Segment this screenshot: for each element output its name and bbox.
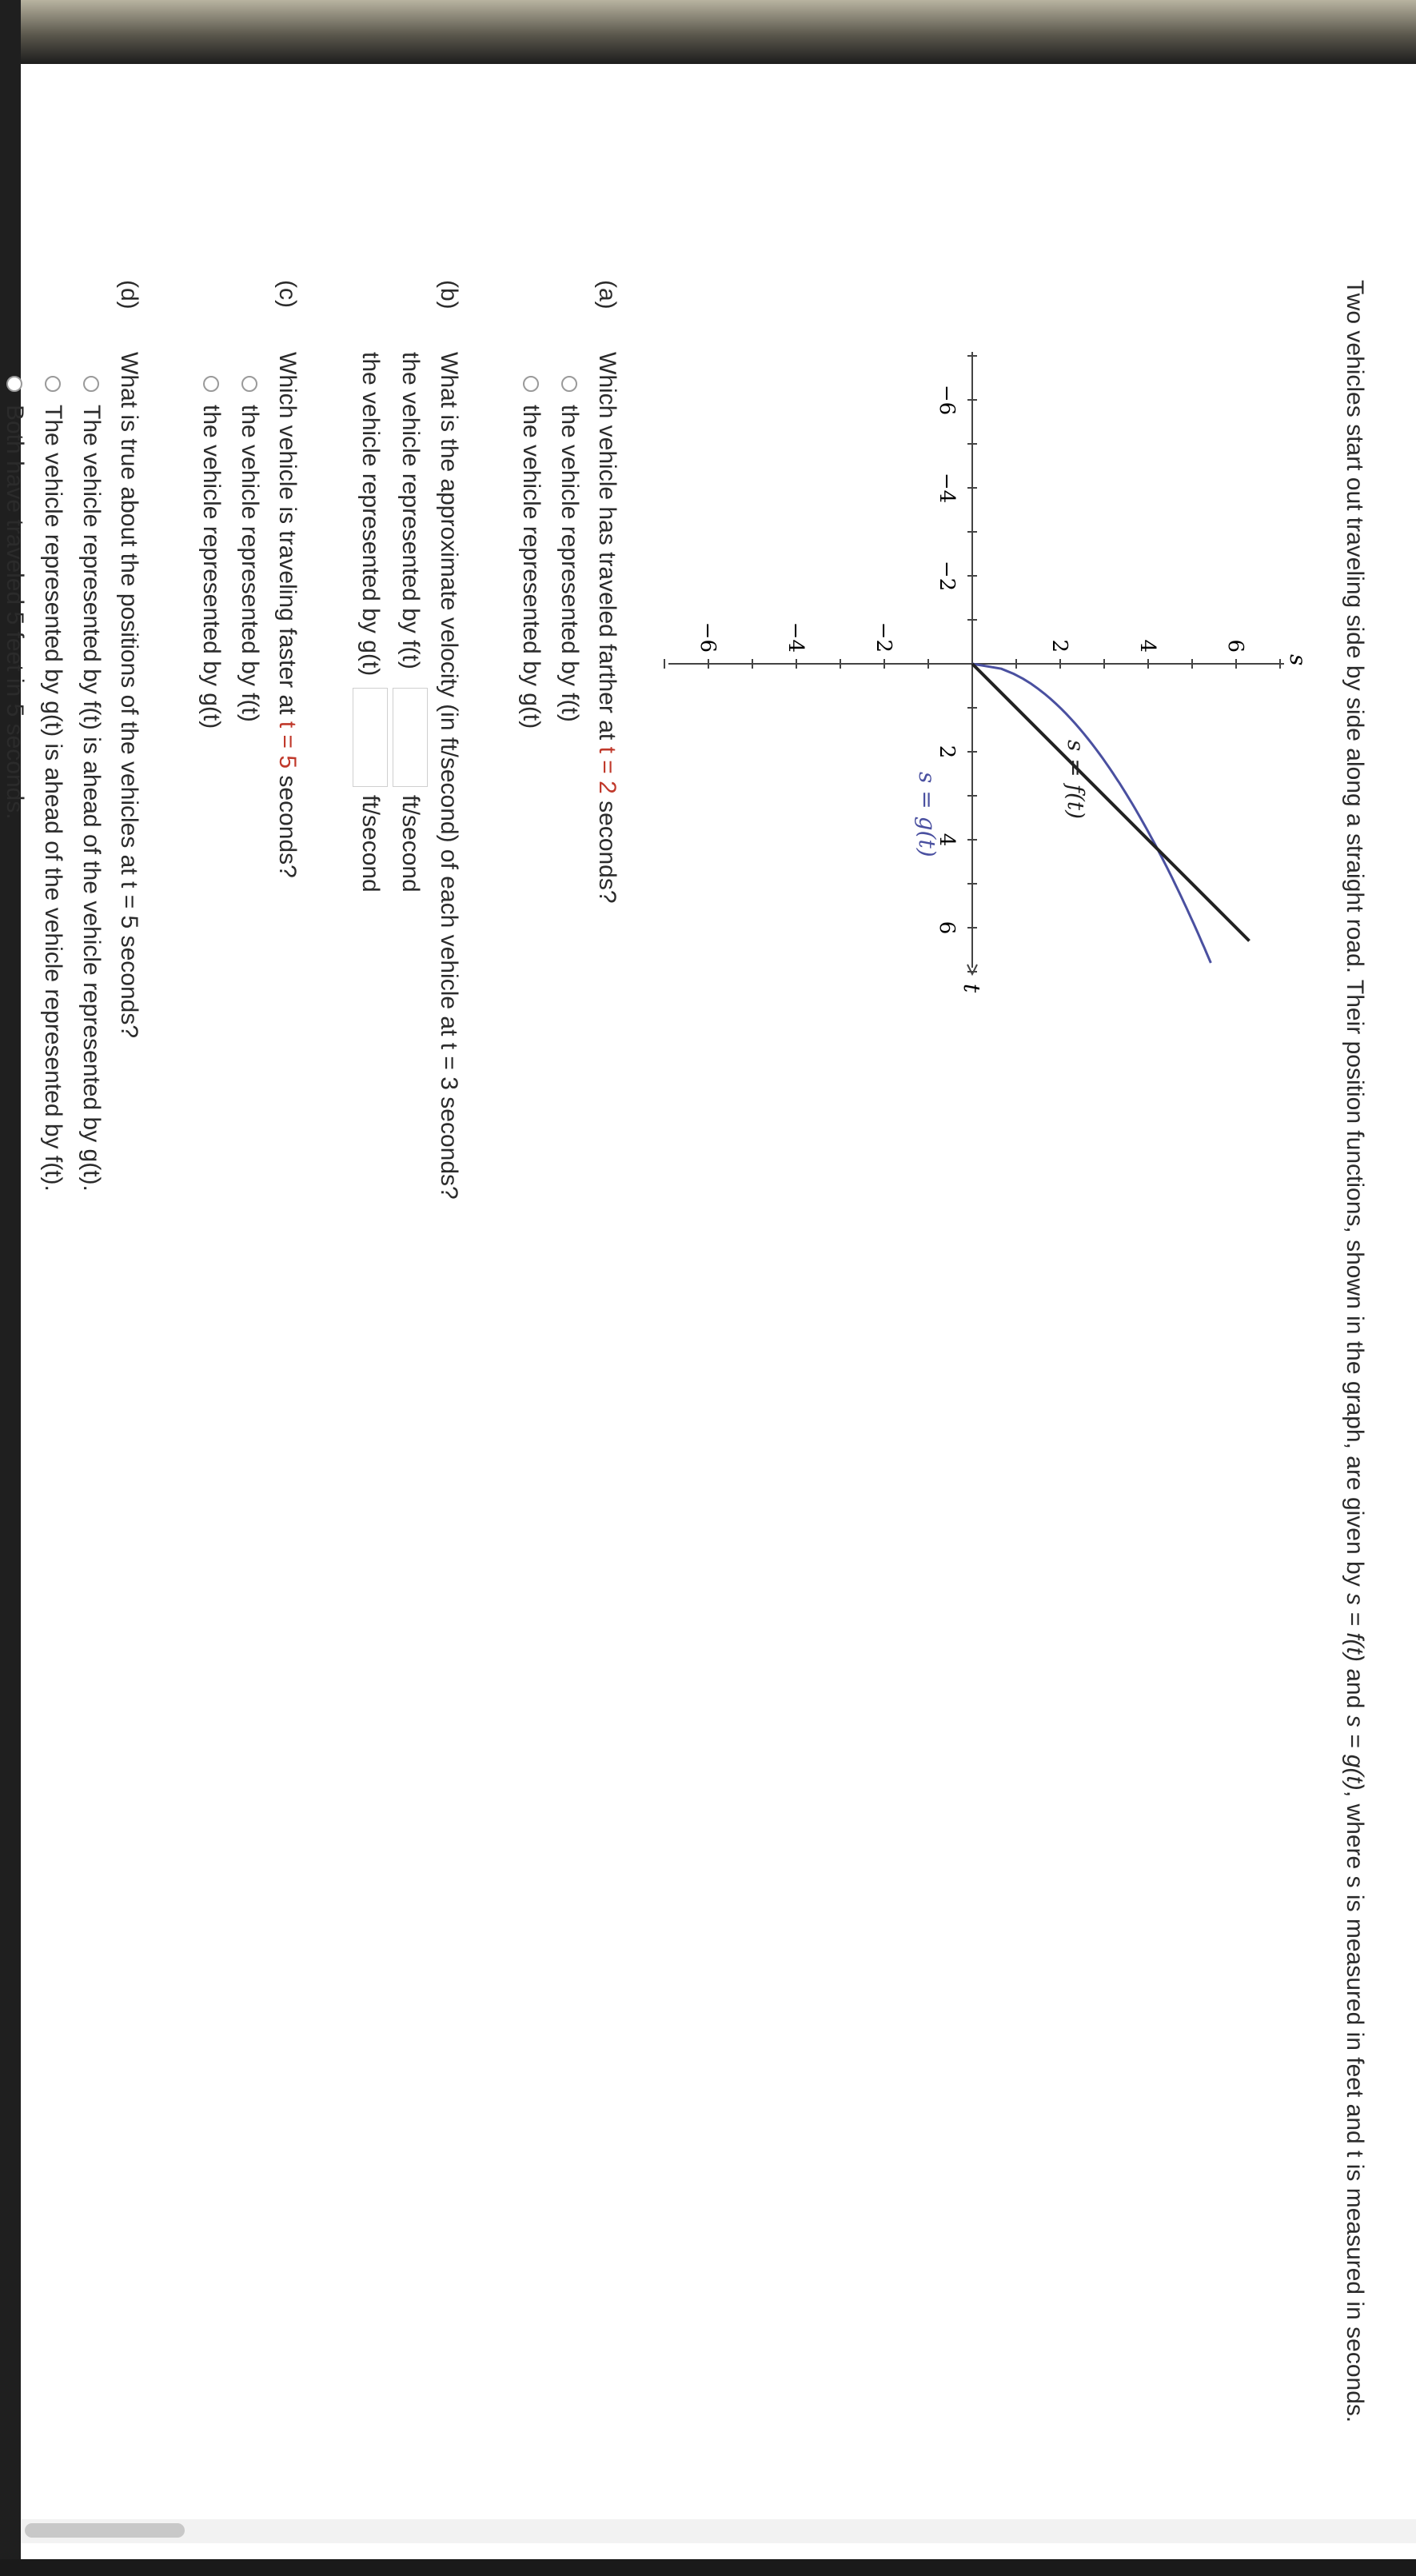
scrollbar-thumb[interactable] bbox=[25, 2523, 185, 2538]
y-axis-label: s bbox=[1285, 654, 1311, 666]
y-tick-label: −2 bbox=[872, 621, 895, 653]
part-b-text: What is the approximate velocity (in ft/second) of each vehicle at t = 3 seconds? bbox=[436, 352, 462, 1200]
x-tick-label: −4 bbox=[935, 472, 959, 504]
position-graph bbox=[652, 304, 1311, 1024]
y-tick-label: −4 bbox=[784, 621, 808, 653]
velocity-row-f bbox=[390, 352, 430, 2559]
velocity-label-g: the vehicle represented by g(t) bbox=[357, 352, 384, 677]
x-axis-label: t bbox=[959, 984, 985, 993]
screen bbox=[2, 64, 1416, 2559]
option-label: The vehicle represented by f(t) is ahead of the vehicle represented by g(t). bbox=[78, 405, 105, 1192]
x-tick-label: −6 bbox=[935, 384, 959, 416]
option-label: The vehicle represented by g(t) is ahead of the vehicle represented by f(t). bbox=[40, 405, 66, 1192]
part-a-text-before: Which vehicle has traveled farther at bbox=[594, 352, 620, 747]
part-a bbox=[512, 280, 625, 2559]
part-b-letter: (b) bbox=[436, 280, 462, 310]
part-c bbox=[192, 280, 305, 2559]
radio-button[interactable] bbox=[523, 376, 539, 392]
option-label: the vehicle represented by g(t) bbox=[198, 405, 225, 729]
option-label: Both have traveled 5 feet in 5 seconds. bbox=[2, 405, 28, 820]
x-tick-label: 2 bbox=[935, 745, 959, 759]
part-c-text-before: Which vehicle is traveling faster at bbox=[274, 352, 301, 721]
problem-f: s = f(t) bbox=[1342, 1593, 1368, 1662]
part-c-text bbox=[269, 352, 305, 878]
part-d-text: What is true about the positions of the vehicles at t = 5 seconds? bbox=[116, 352, 142, 1039]
part-c-option-f[interactable] bbox=[230, 376, 269, 2559]
radio-button[interactable] bbox=[241, 376, 257, 392]
problem-and: and bbox=[1342, 1661, 1368, 1715]
part-a-option-g[interactable] bbox=[512, 376, 550, 2559]
x-tick-label: 4 bbox=[935, 833, 959, 847]
x-tick-label: 6 bbox=[935, 921, 959, 935]
y-tick-label: 6 bbox=[1223, 639, 1247, 653]
curve-g bbox=[972, 664, 1211, 963]
problem-statement bbox=[1337, 280, 1372, 2503]
part-c-text-after: seconds? bbox=[274, 769, 301, 878]
velocity-input-g[interactable] bbox=[353, 688, 388, 787]
part-b bbox=[350, 280, 467, 2559]
monitor-bezel-bottom bbox=[0, 2559, 1416, 2576]
part-a-time: t = 2 bbox=[594, 746, 620, 794]
part-d bbox=[0, 280, 147, 2559]
part-a-option-f[interactable] bbox=[550, 376, 588, 2559]
radio-button[interactable] bbox=[45, 376, 61, 392]
velocity-unit-f: ft/second bbox=[397, 795, 424, 893]
x-tick-label: −2 bbox=[935, 560, 959, 592]
problem-text-end: , where s is measured in feet and t is measured in seconds. bbox=[1342, 1790, 1368, 2423]
y-tick-label: 2 bbox=[1047, 639, 1071, 653]
velocity-label-f: the vehicle represented by f(t) bbox=[397, 352, 424, 669]
radio-button[interactable] bbox=[203, 376, 219, 392]
part-d-option-f-ahead[interactable] bbox=[72, 376, 110, 2559]
problem-text: Two vehicles start out traveling side by side along a straight road. Their position functions, shown in the graph, are given by bbox=[1342, 280, 1368, 1594]
part-d-option-both[interactable] bbox=[0, 376, 34, 2559]
radio-button[interactable] bbox=[561, 376, 577, 392]
photo-background bbox=[0, 0, 1416, 64]
part-a-text-after: seconds? bbox=[594, 793, 620, 904]
option-label: the vehicle represented by f(t) bbox=[237, 405, 263, 722]
velocity-unit-g: ft/second bbox=[357, 795, 384, 893]
part-b-question bbox=[430, 280, 467, 2559]
part-d-letter: (d) bbox=[116, 280, 142, 310]
radio-button[interactable] bbox=[83, 376, 99, 392]
part-a-letter: (a) bbox=[594, 280, 620, 310]
part-d-option-g-ahead[interactable] bbox=[34, 376, 72, 2559]
part-a-question bbox=[588, 280, 625, 2559]
radio-button[interactable] bbox=[6, 376, 22, 392]
part-c-letter: (c) bbox=[274, 280, 301, 308]
graph-svg bbox=[652, 304, 1311, 1024]
part-d-question bbox=[110, 280, 147, 2559]
velocity-row-g bbox=[350, 352, 390, 2559]
option-label: the vehicle represented by f(t) bbox=[556, 405, 583, 722]
y-tick-label: −6 bbox=[696, 621, 720, 653]
part-c-question bbox=[269, 280, 305, 2559]
problem-g: s = g(t) bbox=[1342, 1715, 1368, 1791]
g-label: s = g(t) bbox=[914, 772, 940, 857]
curve-f bbox=[972, 664, 1250, 941]
part-c-option-g[interactable] bbox=[192, 376, 230, 2559]
part-a-text bbox=[588, 352, 625, 904]
rotated-page bbox=[2, 64, 1416, 2559]
scrollbar[interactable] bbox=[21, 2519, 1416, 2543]
part-c-time: t = 5 bbox=[274, 721, 301, 769]
problem-content bbox=[0, 280, 1372, 2559]
f-label: s = f(t) bbox=[1063, 740, 1089, 820]
y-tick-label: 4 bbox=[1135, 639, 1159, 653]
velocity-input-f[interactable] bbox=[393, 688, 428, 787]
option-label: the vehicle represented by g(t) bbox=[518, 405, 544, 729]
